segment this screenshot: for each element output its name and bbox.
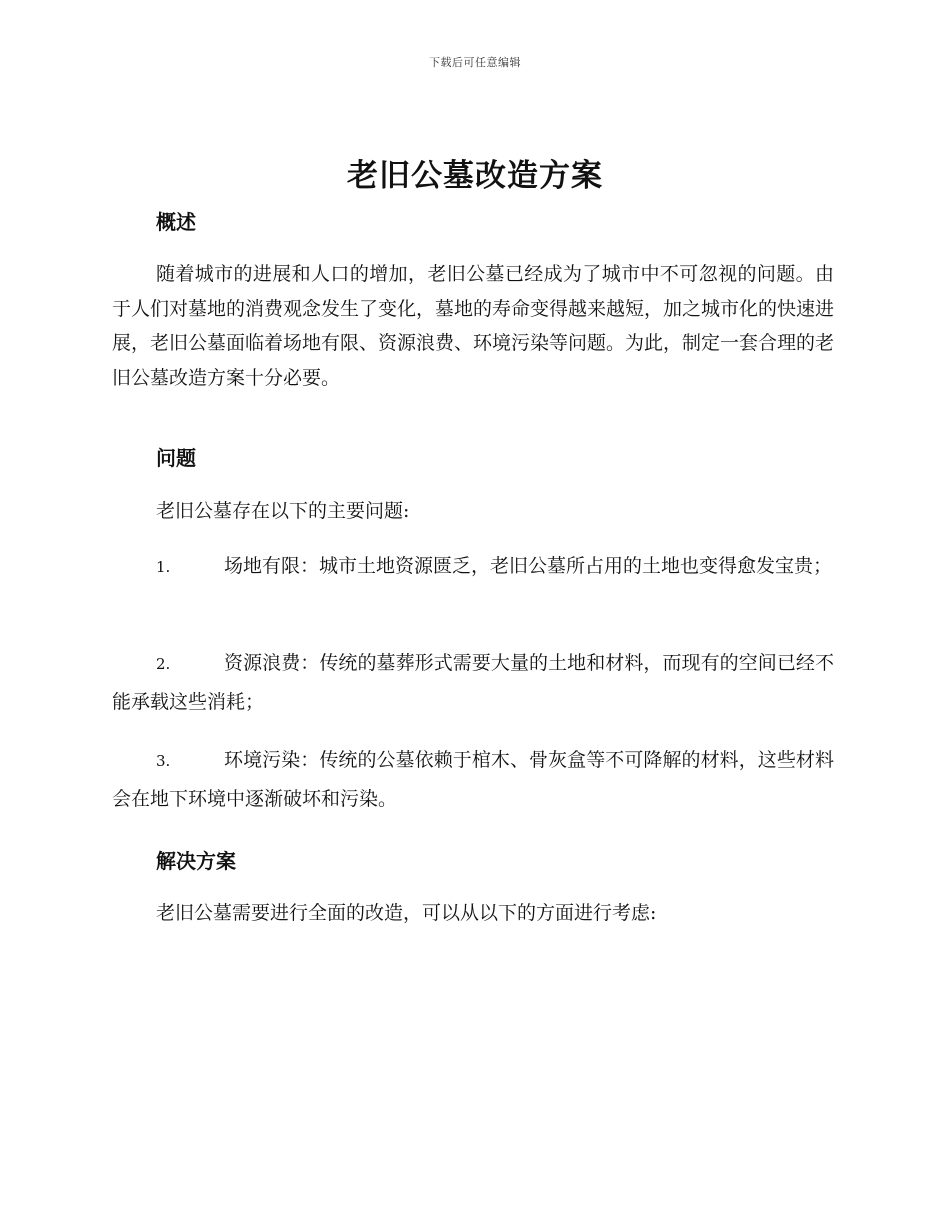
solutions-intro: 老旧公墓需要进行全面的改造，可以从以下的方面进行考虑: [156,902,657,924]
section-heading-solutions: 解决方案 [156,849,236,873]
problems-intro: 老旧公墓存在以下的主要问题: [156,500,410,522]
list-item [112,644,834,721]
list-item-text: 资源浪费：传统的墓葬形式需要大量的土地和材料，而现有的空间已经不能承载这些消耗； [112,652,834,713]
list-item-number: 2. [156,655,171,673]
section-heading-problems: 问题 [156,446,196,470]
list-item [112,741,834,818]
list-item-number: 1. [156,558,171,576]
list-item-number: 3. [156,752,171,770]
section-heading-overview: 概述 [156,210,196,234]
list-item-text: 环境污染：传统的公墓依赖于棺木、骨灰盒等不可降解的材料，这些材料会在地下环境中逐渐破坏和污染。 [112,749,834,810]
list-item [112,547,834,586]
document-title: 老旧公墓改造方案 [347,158,603,194]
overview-paragraph: 随着城市的进展和人口的增加，老旧公墓已经成为了城市中不可忽视的问题。由于人们对墓地的消费观念发生了变化，墓地的寿命变得越来越短，加之城市化的快速进展，老旧公墓面临着场地有限、资源浪费、环境污染等问题。为此，制定一套合理的老旧公墓改造方案十分必要。 [112,263,835,389]
list-item-text: 场地有限：城市土地资源匮乏，老旧公墓所占用的土地也变得愈发宝贵； [224,555,833,577]
header-note: 下载后可任意编辑 [429,56,521,69]
